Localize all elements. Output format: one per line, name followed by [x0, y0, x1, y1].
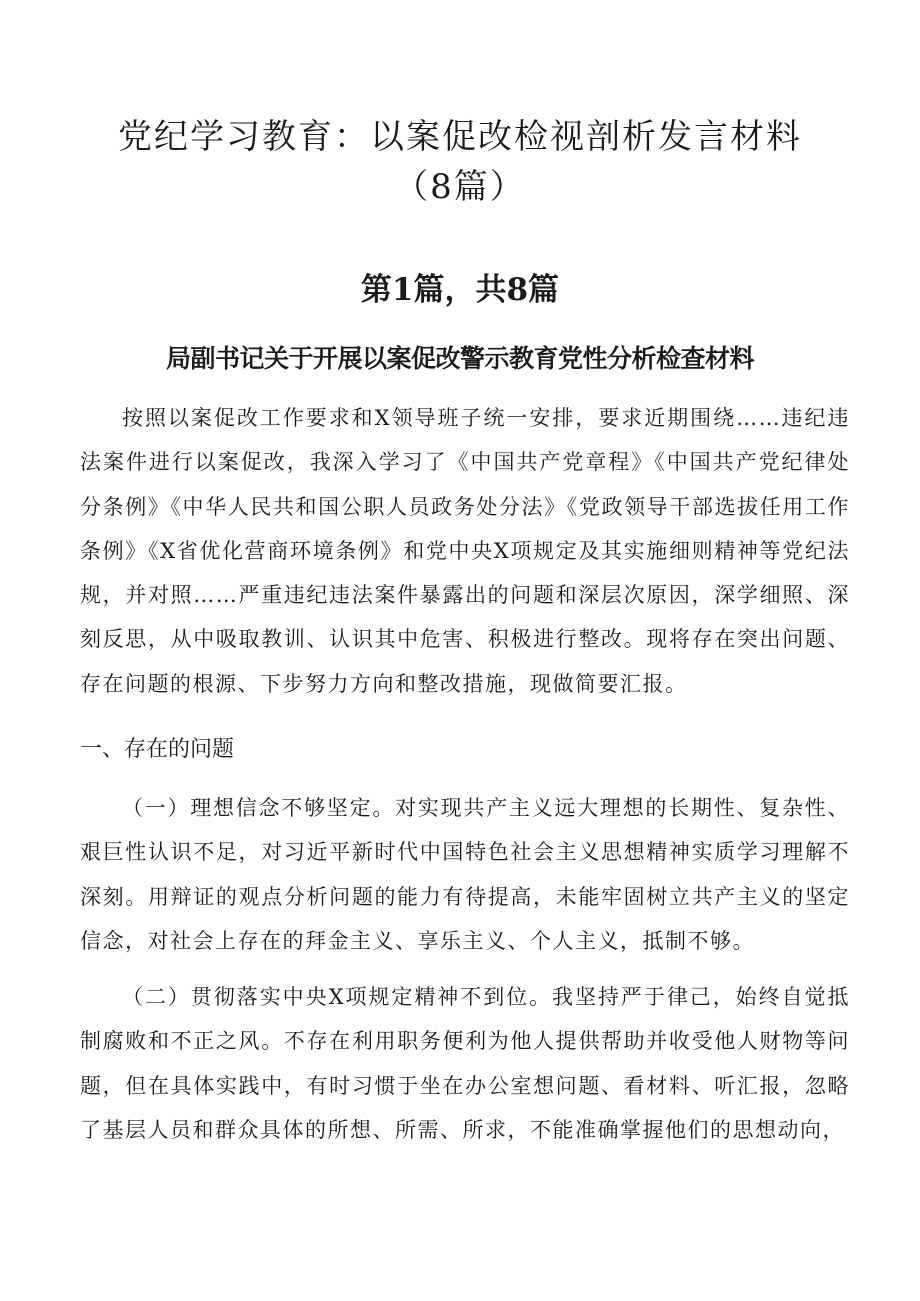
- intro-paragraph: 按照以案促改工作要求和X领导班子统一安排，要求近期围绕……违纪违法案件进行以案促改，我深入学习了《中国共产党章程》《中国共产党纪律处分条例》《中华人民共和国公职人员政务处分法》《党政领导干部选拔任用工作条例》《X省优化营商环境条例》和党中央X项规定及其实施细则精神等党纪法规，并对照……严重违纪违法案件暴露出的问题和深层次原因，深学细照、深刻反思，从中吸取教训、认识其中危害、积极进行整改。现将存在突出问题、存在问题的根源、下步努力方向和整改措施，现做简要汇报。: [80, 406, 850, 696]
- document-subtitle: 局副书记关于开展以案促改警示教育党性分析检查材料: [165, 344, 754, 373]
- section-paragraph: （二）贯彻落实中央X项规定精神不到位。我坚持严于律己，始终自觉抵制腐败和不正之风。不存在利用职务便利为他人提供帮助并收受他人财物等问题，但在具体实践中，有时习惯于坐在办公室想问题、看材料、听汇报，忽略了基层人员和群众具体的所想、所需、所求，不能准确掌握他们的思想动向，: [80, 985, 850, 1142]
- document-title: 党纪学习教育：以案促改检视剖析发言材料（8篇）: [118, 117, 802, 207]
- section-heading: 一、存在的问题: [80, 737, 235, 762]
- section-paragraph: （一）理想信念不够坚定。对实现共产主义远大理想的长期性、复杂性、艰巨性认识不足，对习近平新时代中国特色社会主义思想精神实质学习理解不深刻。用辩证的观点分析问题的能力有待提高，未能牢固树立共产主义的坚定信念，对社会上存在的拜金主义、享乐主义、个人主义，抵制不够。: [80, 796, 850, 953]
- part-label: 第1篇，共8篇: [360, 272, 560, 308]
